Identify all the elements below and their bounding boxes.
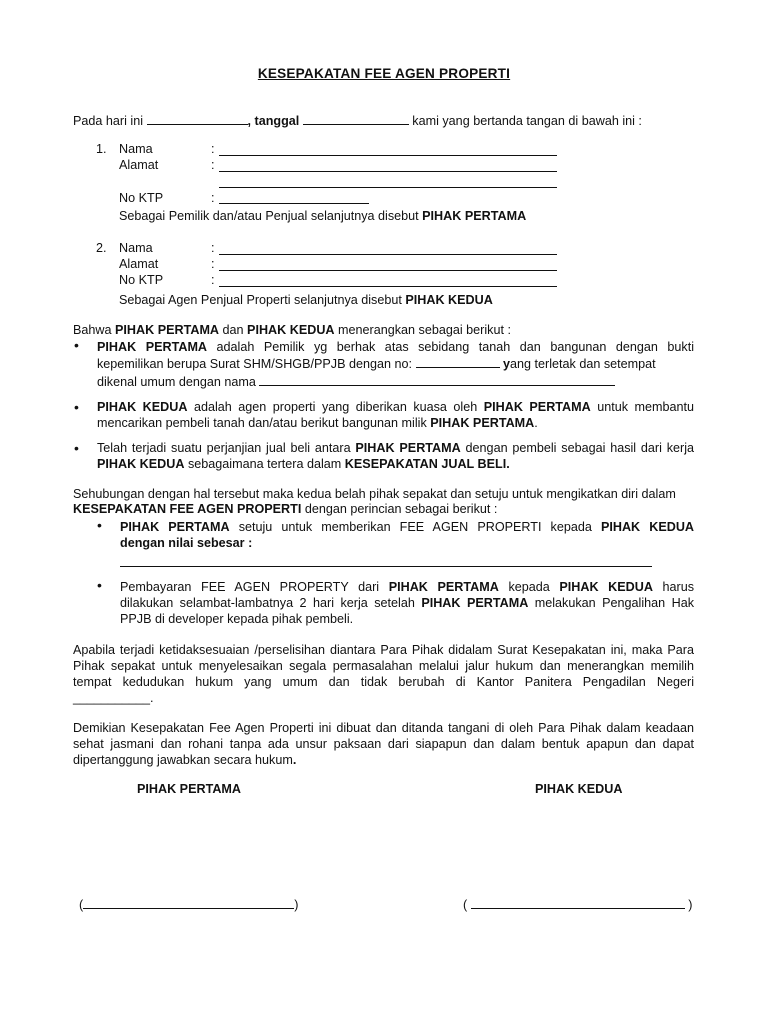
party-2-ktp-colon: : [211, 273, 215, 287]
signature-line-second-party [463, 897, 692, 913]
party-1-desc-name: PIHAK PERTAMA [422, 209, 527, 223]
signature-left-paren-close: ) [294, 898, 299, 912]
agreement-bullet-1-line-2 [120, 535, 252, 551]
intro-tanggal: , tanggal [247, 114, 300, 128]
closing-line-2: sehat jasmani dan rohani tanpa ada unsur paksaan dari siapapun dan dalam bentuk apapun dan dapat [73, 737, 694, 751]
party-2-nama-colon: : [211, 241, 215, 255]
recital-text-c: dan [222, 323, 244, 337]
closing-line-3 [73, 752, 296, 768]
agreement-bullet-2-line-2 [120, 595, 694, 611]
closing-line-1: Demikian Kesepakatan Fee Agen Properti ini dibuat dan ditanda tangani di oleh Para Pihak dalam keadaan [73, 721, 694, 735]
agreement-text-2: dengan perincian sebagai berikut : [304, 502, 498, 516]
bullet-icon: • [97, 577, 102, 593]
party-2-alamat-line [219, 270, 557, 271]
intro-text-3: kami yang bertanda tangan di bawah ini : [412, 114, 642, 128]
signature-label-second-party: PIHAK KEDUA [535, 782, 623, 796]
recital-bullet-3-line-1 [97, 440, 694, 456]
closing-period: . [292, 753, 297, 767]
recital-bullet-1-text-2b: y [503, 357, 511, 371]
recital-bullet-3-text-1c: dengan pembeli sebagai hasil dari kerja [465, 441, 695, 455]
recital-bullet-1-line-2 [97, 356, 694, 372]
party-1-alamat-colon: : [211, 158, 215, 172]
party-1-desc-text: Sebagai Pemilik dan/atau Penjual selanjutnya disebut [119, 209, 419, 223]
party-2-alamat-colon: : [211, 257, 215, 271]
signature-blank-first-party [83, 897, 294, 909]
date-blank [303, 113, 409, 125]
party-2-desc-name: PIHAK KEDUA [405, 293, 493, 307]
recital-text-a: Bahwa [73, 323, 112, 337]
agreement-bullet-2-text-c: kepada [508, 580, 550, 594]
party-1-nama-colon: : [211, 142, 215, 156]
recital-party-1: PIHAK PERTAMA [115, 323, 220, 337]
party-2-desc-text: Sebagai Agen Penjual Properti selanjutnya disebut [119, 293, 402, 307]
agreement-bullet-1-text: setuju untuk memberikan FEE AGEN PROPERTI kepada [238, 520, 592, 534]
recital-bullet-2-text-1: adalah agen properti yang diberikan kuasa oleh [193, 400, 478, 414]
recital-bullet-3-party-b: PIHAK KEDUA [97, 457, 185, 471]
day-blank [147, 113, 248, 125]
closing-text-3: dipertanggung jawabkan secara hukum [73, 753, 293, 767]
recital-bullet-2-party-c: PIHAK PERTAMA [430, 416, 535, 430]
agreement-bullet-2-line-3: PPJB di developer kepada pihak pembeli. [120, 612, 354, 626]
recital-bullet-3-party: PIHAK PERTAMA [355, 441, 461, 455]
recital-bullet-2-text-1d: untuk membantu [597, 400, 695, 414]
recital-bullet-3-line-2 [97, 456, 510, 472]
signature-right-paren-open: ( [463, 898, 468, 912]
recital-bullet-1-party: PIHAK PERTAMA [97, 340, 208, 354]
dispute-line-2: Pihak sepakat untuk menyelesaikan segala permasalahan melalui jalur hukum dan menerangkan memilih [73, 659, 694, 673]
party-1-nama-label: Nama [119, 142, 153, 156]
recital-line [73, 322, 511, 338]
signature-right-paren-close: ) [688, 898, 693, 912]
party-2-number: 2. [96, 241, 107, 255]
party-1-number: 1. [96, 142, 107, 156]
recital-bullet-1-line-3 [97, 374, 615, 390]
bullet-icon: • [97, 517, 102, 533]
recital-bullet-3-reference: KESEPAKATAN JUAL BELI. [344, 457, 510, 471]
party-1-alamat-line [219, 171, 557, 172]
agreement-title-ref: KESEPAKATAN FEE AGEN PROPERTI [73, 502, 302, 516]
signature-line-first-party [79, 897, 298, 913]
recital-bullet-2-line-2 [97, 415, 538, 431]
agreement-bullet-2-party-c: PIHAK PERTAMA [421, 596, 529, 610]
document-title: KESEPAKATAN FEE AGEN PROPERTI [257, 66, 511, 81]
party-1-ktp-label: No KTP [119, 191, 164, 205]
intro-line [73, 113, 642, 129]
recital-bullet-1-text-2c: ang terletak dan setempat [510, 357, 656, 371]
recital-bullet-1-text-1: adalah Pemilik yg berhak atas sebidang tanah dan bangunan dengan bukti [216, 340, 694, 354]
agreement-bullet-2-text-2c: melakukan Pengalihan Hak [534, 596, 695, 610]
agreement-bullet-1-party: PIHAK PERTAMA [120, 520, 230, 534]
bullet-icon: • [74, 337, 79, 353]
agreement-bullet-1-line-1 [120, 519, 694, 535]
signature-left-paren-open: ( [79, 898, 84, 912]
fee-value-blank [120, 566, 652, 567]
intro-text-1: Pada hari ini [73, 114, 144, 128]
agreement-line-2 [73, 501, 497, 517]
recital-bullet-3-text-2: sebagaimana tertera dalam [187, 457, 342, 471]
party-2-nama-line [219, 254, 557, 255]
party-1-alamat-line-2 [219, 187, 557, 188]
signature-blank-second-party [471, 897, 685, 909]
recital-party-2: PIHAK KEDUA [247, 323, 335, 337]
party-1-ktp-line [219, 203, 369, 204]
agreement-bullet-2-text-a: Pembayaran FEE AGEN PROPERTY dari [120, 580, 380, 594]
recital-bullet-2-line-1 [97, 399, 694, 415]
party-2-alamat-label: Alamat [119, 257, 159, 271]
bullet-icon: • [74, 440, 79, 456]
dispute-line-4: ___________. [73, 691, 154, 705]
party-1-description [119, 208, 526, 224]
agreement-line-1: Sehubungan dengan hal tersebut maka kedua belah pihak sepakat dan setuju untuk mengikatkan diri dalam [73, 487, 676, 501]
signature-label-first-party: PIHAK PERTAMA [137, 782, 242, 796]
party-1-ktp-colon: : [211, 191, 215, 205]
fee-value-label: dengan nilai sebesar : [120, 536, 253, 550]
agreement-bullet-2-text-e: harus [662, 580, 695, 594]
location-name-blank [259, 374, 615, 386]
agreement-bullet-2-line-1 [120, 579, 694, 595]
agreement-bullet-2-party-b: PIHAK KEDUA [559, 580, 653, 594]
party-2-ktp-label: No KTP [119, 273, 164, 287]
dispute-line-3: tempat kedudukan hukum yang umum dan tidak berubah di Kantor Panitera Pengadilan Negeri [73, 675, 694, 689]
bullet-icon: • [74, 399, 79, 415]
recital-bullet-2-text-2: mencarikan pembeli tanah dan/atau berikut bangunan milik [97, 416, 427, 430]
recital-bullet-1-text-2a: kepemilikan berupa Surat SHM/SHGB/PPJB dengan no: [97, 357, 413, 371]
dispute-line-1: Apabila terjadi ketidaksesuaian /perselisihan diantara Para Pihak didalam Surat Kesepakatan ini, maka Para [73, 643, 694, 657]
recital-bullet-2-party: PIHAK KEDUA [97, 400, 188, 414]
recital-bullet-3-text-1: Telah terjadi suatu perjanjian jual beli antara [97, 441, 351, 455]
party-2-ktp-line [219, 286, 557, 287]
agreement-bullet-2-party: PIHAK PERTAMA [388, 580, 499, 594]
recital-bullet-2-period: . [534, 416, 538, 430]
party-1-nama-line [219, 155, 557, 156]
recital-bullet-2-party-b: PIHAK PERTAMA [483, 400, 591, 414]
agreement-bullet-1-party-b: PIHAK KEDUA [600, 520, 695, 534]
agreement-bullet-2-text-2a: dilakukan selambat-lambatnya 2 hari kerja setelah [120, 596, 415, 610]
certificate-number-blank [416, 356, 500, 368]
party-2-nama-label: Nama [119, 241, 153, 255]
recital-bullet-1-line-1 [97, 339, 694, 355]
party-2-description [119, 292, 493, 308]
party-1-alamat-label: Alamat [119, 158, 159, 172]
recital-bullet-1-text-3: dikenal umum dengan nama [97, 375, 256, 389]
recital-text-e: menerangkan sebagai berikut : [338, 323, 511, 337]
